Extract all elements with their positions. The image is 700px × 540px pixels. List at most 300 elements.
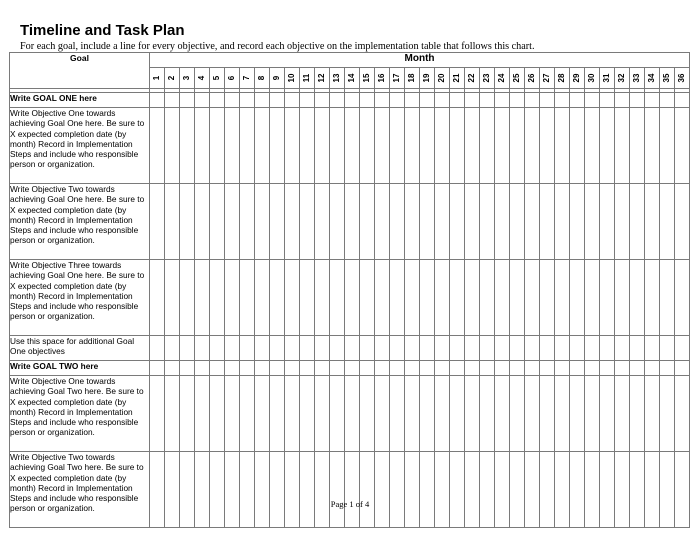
month-cell[interactable] [165, 336, 180, 361]
month-cell[interactable] [435, 93, 450, 108]
month-cell[interactable] [540, 108, 555, 184]
objective-label-cell[interactable]: Write Objective Three towards achieving Goal One here. Be sure to X expected completion date (by month) Record in Implementation Steps and include who responsible person or organization. [10, 260, 150, 336]
month-cell[interactable] [255, 93, 270, 108]
month-cell[interactable] [630, 452, 645, 528]
month-cell[interactable] [375, 452, 390, 528]
month-cell[interactable] [180, 184, 195, 260]
month-cell[interactable] [585, 260, 600, 336]
month-cell[interactable] [165, 361, 180, 376]
month-cell[interactable] [390, 260, 405, 336]
month-cell[interactable] [255, 184, 270, 260]
month-cell[interactable] [300, 184, 315, 260]
month-cell[interactable] [585, 336, 600, 361]
month-cell[interactable] [630, 108, 645, 184]
month-cell[interactable] [600, 184, 615, 260]
month-cell[interactable] [435, 361, 450, 376]
month-cell[interactable] [360, 376, 375, 452]
month-cell[interactable] [165, 452, 180, 528]
month-cell[interactable] [240, 361, 255, 376]
month-cell[interactable] [210, 260, 225, 336]
month-cell[interactable] [510, 452, 525, 528]
month-cell[interactable] [480, 184, 495, 260]
month-cell[interactable] [525, 260, 540, 336]
month-cell[interactable] [405, 260, 420, 336]
month-cell[interactable] [570, 260, 585, 336]
month-cell[interactable] [555, 336, 570, 361]
month-cell[interactable] [510, 260, 525, 336]
month-cell[interactable] [495, 361, 510, 376]
month-cell[interactable] [165, 376, 180, 452]
month-cell[interactable] [600, 260, 615, 336]
month-cell[interactable] [285, 93, 300, 108]
month-cell[interactable] [180, 336, 195, 361]
month-cell[interactable] [525, 108, 540, 184]
month-cell[interactable] [165, 260, 180, 336]
month-cell[interactable] [255, 361, 270, 376]
month-cell[interactable] [540, 376, 555, 452]
month-cell[interactable] [525, 184, 540, 260]
month-cell[interactable] [495, 184, 510, 260]
month-cell[interactable] [165, 93, 180, 108]
month-cell[interactable] [405, 93, 420, 108]
objective-label-cell[interactable]: Write Objective Two towards achieving Goal Two here. Be sure to X expected completion date (by month) Record in Implementation Steps and include who responsible person or organization. [10, 452, 150, 528]
month-cell[interactable] [315, 376, 330, 452]
month-cell[interactable] [495, 260, 510, 336]
month-cell[interactable] [630, 361, 645, 376]
month-cell[interactable] [345, 452, 360, 528]
month-cell[interactable] [315, 452, 330, 528]
month-cell[interactable] [465, 260, 480, 336]
month-cell[interactable] [570, 452, 585, 528]
month-cell[interactable] [660, 184, 675, 260]
month-cell[interactable] [390, 184, 405, 260]
month-cell[interactable] [150, 184, 165, 260]
month-cell[interactable] [195, 108, 210, 184]
month-cell[interactable] [420, 260, 435, 336]
month-cell[interactable] [615, 260, 630, 336]
month-cell[interactable] [510, 336, 525, 361]
month-cell[interactable] [615, 108, 630, 184]
month-cell[interactable] [585, 452, 600, 528]
month-cell[interactable] [420, 361, 435, 376]
month-cell[interactable] [450, 108, 465, 184]
month-cell[interactable] [195, 260, 210, 336]
month-cell[interactable] [150, 108, 165, 184]
month-cell[interactable] [480, 361, 495, 376]
month-cell[interactable] [210, 452, 225, 528]
month-cell[interactable] [465, 361, 480, 376]
month-cell[interactable] [315, 361, 330, 376]
month-cell[interactable] [405, 361, 420, 376]
month-cell[interactable] [195, 184, 210, 260]
month-cell[interactable] [615, 184, 630, 260]
month-cell[interactable] [375, 260, 390, 336]
month-cell[interactable] [375, 361, 390, 376]
month-cell[interactable] [585, 108, 600, 184]
month-cell[interactable] [285, 376, 300, 452]
month-cell[interactable] [480, 93, 495, 108]
month-cell[interactable] [300, 93, 315, 108]
month-cell[interactable] [150, 336, 165, 361]
month-cell[interactable] [510, 184, 525, 260]
month-cell[interactable] [240, 184, 255, 260]
month-cell[interactable] [285, 108, 300, 184]
month-cell[interactable] [270, 93, 285, 108]
month-cell[interactable] [495, 93, 510, 108]
month-cell[interactable] [420, 184, 435, 260]
month-cell[interactable] [435, 260, 450, 336]
month-cell[interactable] [525, 336, 540, 361]
month-cell[interactable] [570, 93, 585, 108]
month-cell[interactable] [570, 108, 585, 184]
month-cell[interactable] [345, 184, 360, 260]
month-cell[interactable] [615, 336, 630, 361]
month-cell[interactable] [645, 361, 660, 376]
month-cell[interactable] [315, 260, 330, 336]
month-cell[interactable] [660, 452, 675, 528]
month-cell[interactable] [195, 376, 210, 452]
goal-label-cell[interactable]: Write GOAL ONE here [10, 93, 150, 108]
month-cell[interactable] [315, 184, 330, 260]
month-cell[interactable] [660, 336, 675, 361]
month-cell[interactable] [420, 108, 435, 184]
month-cell[interactable] [150, 452, 165, 528]
month-cell[interactable] [600, 452, 615, 528]
month-cell[interactable] [585, 361, 600, 376]
month-cell[interactable] [645, 376, 660, 452]
month-cell[interactable] [225, 93, 240, 108]
month-cell[interactable] [255, 376, 270, 452]
month-cell[interactable] [285, 452, 300, 528]
month-cell[interactable] [465, 376, 480, 452]
month-cell[interactable] [345, 336, 360, 361]
month-cell[interactable] [540, 260, 555, 336]
month-cell[interactable] [630, 184, 645, 260]
month-cell[interactable] [240, 452, 255, 528]
month-cell[interactable] [390, 452, 405, 528]
note-label-cell[interactable]: Use this space for additional Goal One objectives [10, 336, 150, 361]
month-cell[interactable] [585, 93, 600, 108]
month-cell[interactable] [210, 93, 225, 108]
month-cell[interactable] [360, 108, 375, 184]
month-cell[interactable] [225, 361, 240, 376]
month-cell[interactable] [540, 184, 555, 260]
month-cell[interactable] [525, 93, 540, 108]
month-cell[interactable] [675, 361, 690, 376]
month-cell[interactable] [465, 108, 480, 184]
month-cell[interactable] [450, 93, 465, 108]
month-cell[interactable] [210, 184, 225, 260]
month-cell[interactable] [375, 108, 390, 184]
month-cell[interactable] [390, 361, 405, 376]
month-cell[interactable] [225, 452, 240, 528]
month-number-header [630, 68, 645, 89]
month-cell[interactable] [540, 361, 555, 376]
month-cell[interactable] [495, 336, 510, 361]
month-cell[interactable] [165, 184, 180, 260]
month-cell[interactable] [525, 361, 540, 376]
month-cell[interactable] [180, 361, 195, 376]
month-cell[interactable] [555, 361, 570, 376]
month-cell[interactable] [330, 452, 345, 528]
month-cell[interactable] [390, 93, 405, 108]
month-cell[interactable] [285, 260, 300, 336]
month-cell[interactable] [240, 376, 255, 452]
month-cell[interactable] [675, 108, 690, 184]
month-cell[interactable] [450, 336, 465, 361]
month-cell[interactable] [555, 93, 570, 108]
month-cell[interactable] [525, 452, 540, 528]
month-cell[interactable] [360, 260, 375, 336]
month-cell[interactable] [345, 93, 360, 108]
month-cell[interactable] [495, 108, 510, 184]
month-cell[interactable] [645, 260, 660, 336]
month-cell[interactable] [555, 260, 570, 336]
month-cell[interactable] [600, 108, 615, 184]
month-cell[interactable] [420, 376, 435, 452]
month-cell[interactable] [600, 93, 615, 108]
month-cell[interactable] [270, 108, 285, 184]
month-cell[interactable] [450, 184, 465, 260]
month-number-header [540, 68, 555, 89]
month-cell[interactable] [405, 108, 420, 184]
month-cell[interactable] [675, 452, 690, 528]
month-cell[interactable] [255, 452, 270, 528]
month-cell[interactable] [465, 184, 480, 260]
month-cell[interactable] [405, 184, 420, 260]
month-cell[interactable] [525, 376, 540, 452]
month-cell[interactable] [285, 361, 300, 376]
month-cell[interactable] [465, 93, 480, 108]
month-cell[interactable] [240, 93, 255, 108]
month-cell[interactable] [270, 336, 285, 361]
month-cell[interactable] [540, 452, 555, 528]
month-cell[interactable] [450, 452, 465, 528]
month-cell[interactable] [180, 93, 195, 108]
month-cell[interactable] [645, 184, 660, 260]
month-cell[interactable] [390, 108, 405, 184]
month-cell[interactable] [285, 336, 300, 361]
month-cell[interactable] [510, 361, 525, 376]
month-cell[interactable] [375, 184, 390, 260]
month-cell[interactable] [645, 336, 660, 361]
month-cell[interactable] [480, 376, 495, 452]
month-cell[interactable] [540, 336, 555, 361]
month-cell[interactable] [420, 336, 435, 361]
month-cell[interactable] [180, 260, 195, 336]
month-cell[interactable] [270, 184, 285, 260]
goal-label-cell[interactable]: Write GOAL TWO here [10, 361, 150, 376]
month-cell[interactable] [585, 376, 600, 452]
month-cell[interactable] [570, 184, 585, 260]
month-cell[interactable] [225, 184, 240, 260]
month-cell[interactable] [630, 260, 645, 336]
month-cell[interactable] [195, 93, 210, 108]
month-cell[interactable] [465, 336, 480, 361]
month-cell[interactable] [495, 452, 510, 528]
month-cell[interactable] [645, 93, 660, 108]
month-cell[interactable] [660, 108, 675, 184]
month-cell[interactable] [225, 336, 240, 361]
month-cell[interactable] [555, 184, 570, 260]
month-cell[interactable] [495, 376, 510, 452]
month-cell[interactable] [405, 336, 420, 361]
month-cell[interactable] [570, 336, 585, 361]
month-cell[interactable] [360, 336, 375, 361]
month-cell[interactable] [300, 361, 315, 376]
month-cell[interactable] [330, 376, 345, 452]
month-cell[interactable] [330, 260, 345, 336]
month-cell[interactable] [210, 376, 225, 452]
month-cell[interactable] [450, 260, 465, 336]
objective-label-cell[interactable]: Write Objective Two towards achieving Goal One here. Be sure to X expected completion date (by month) Record in Implementation Steps and include who responsible person or organization. [10, 184, 150, 260]
month-cell[interactable] [435, 108, 450, 184]
month-cell[interactable] [315, 93, 330, 108]
month-cell[interactable] [420, 93, 435, 108]
month-cell[interactable] [300, 376, 315, 452]
month-cell[interactable] [510, 376, 525, 452]
month-cell[interactable] [660, 376, 675, 452]
month-cell[interactable] [255, 260, 270, 336]
month-cell[interactable] [270, 452, 285, 528]
month-cell[interactable] [615, 93, 630, 108]
month-cell[interactable] [600, 376, 615, 452]
month-cell[interactable] [615, 452, 630, 528]
month-cell[interactable] [345, 260, 360, 336]
month-cell[interactable] [165, 108, 180, 184]
month-cell[interactable] [435, 184, 450, 260]
month-cell[interactable] [345, 108, 360, 184]
month-cell[interactable] [300, 260, 315, 336]
month-cell[interactable] [615, 376, 630, 452]
month-cell[interactable] [150, 361, 165, 376]
month-cell[interactable] [675, 260, 690, 336]
month-cell[interactable] [150, 260, 165, 336]
month-cell[interactable] [675, 336, 690, 361]
month-cell[interactable] [435, 336, 450, 361]
month-cell[interactable] [480, 452, 495, 528]
month-cell[interactable] [210, 361, 225, 376]
month-cell[interactable] [555, 376, 570, 452]
month-cell[interactable] [510, 108, 525, 184]
month-cell[interactable] [225, 108, 240, 184]
month-cell[interactable] [450, 376, 465, 452]
month-cell[interactable] [660, 93, 675, 108]
month-cell[interactable] [225, 260, 240, 336]
month-cell[interactable] [675, 184, 690, 260]
objective-label-cell[interactable]: Write Objective One towards achieving Goal One here. Be sure to X expected completion date (by month) Record in Implementation Steps and include who responsible person or organization. [10, 108, 150, 184]
month-cell[interactable] [195, 361, 210, 376]
month-cell[interactable] [315, 336, 330, 361]
month-cell[interactable] [375, 93, 390, 108]
month-cell[interactable] [540, 93, 555, 108]
month-cell[interactable] [255, 108, 270, 184]
month-cell[interactable] [375, 376, 390, 452]
month-cell[interactable] [180, 376, 195, 452]
month-cell[interactable] [330, 108, 345, 184]
month-cell[interactable] [405, 452, 420, 528]
month-cell[interactable] [315, 108, 330, 184]
month-cell[interactable] [555, 452, 570, 528]
month-cell[interactable] [300, 336, 315, 361]
month-cell[interactable] [330, 184, 345, 260]
month-cell[interactable] [210, 336, 225, 361]
month-cell[interactable] [630, 93, 645, 108]
month-cell[interactable] [360, 184, 375, 260]
month-cell[interactable] [435, 452, 450, 528]
month-cell[interactable] [360, 452, 375, 528]
month-cell[interactable] [585, 184, 600, 260]
month-cell[interactable] [240, 108, 255, 184]
month-cell[interactable] [435, 376, 450, 452]
month-cell[interactable] [480, 260, 495, 336]
month-cell[interactable] [345, 376, 360, 452]
month-cell[interactable] [180, 452, 195, 528]
month-cell[interactable] [510, 93, 525, 108]
month-cell[interactable] [300, 108, 315, 184]
month-cell[interactable] [210, 108, 225, 184]
month-cell[interactable] [330, 336, 345, 361]
month-cell[interactable] [600, 361, 615, 376]
month-cell[interactable] [465, 452, 480, 528]
month-cell[interactable] [645, 452, 660, 528]
month-cell[interactable] [660, 260, 675, 336]
month-cell[interactable] [645, 108, 660, 184]
month-cell[interactable] [330, 93, 345, 108]
month-cell[interactable] [570, 376, 585, 452]
month-cell[interactable] [195, 452, 210, 528]
month-cell[interactable] [300, 452, 315, 528]
month-cell[interactable] [405, 376, 420, 452]
objective-label-cell[interactable]: Write Objective One towards achieving Goal Two here. Be sure to X expected completion date (by month) Record in Implementation Steps and include who responsible person or organization. [10, 376, 150, 452]
month-cell[interactable] [285, 184, 300, 260]
month-cell[interactable] [330, 361, 345, 376]
month-number-label: 23 [482, 73, 491, 83]
month-cell[interactable] [360, 361, 375, 376]
month-cell[interactable] [150, 376, 165, 452]
month-cell[interactable] [570, 361, 585, 376]
month-cell[interactable] [195, 336, 210, 361]
month-cell[interactable] [600, 336, 615, 361]
month-cell[interactable] [420, 452, 435, 528]
month-cell[interactable] [555, 108, 570, 184]
month-cell[interactable] [345, 361, 360, 376]
month-cell[interactable] [240, 260, 255, 336]
month-cell[interactable] [150, 93, 165, 108]
month-cell[interactable] [660, 361, 675, 376]
month-cell[interactable] [390, 336, 405, 361]
month-cell[interactable] [630, 376, 645, 452]
month-cell[interactable] [240, 336, 255, 361]
month-cell[interactable] [675, 93, 690, 108]
month-cell[interactable] [480, 108, 495, 184]
month-cell[interactable] [630, 336, 645, 361]
month-cell[interactable] [225, 376, 240, 452]
month-number-header [525, 68, 540, 89]
month-cell[interactable] [450, 361, 465, 376]
month-cell[interactable] [375, 336, 390, 361]
month-cell[interactable] [270, 260, 285, 336]
month-cell[interactable] [615, 361, 630, 376]
month-cell[interactable] [270, 361, 285, 376]
month-cell[interactable] [180, 108, 195, 184]
month-cell[interactable] [270, 376, 285, 452]
month-cell[interactable] [480, 336, 495, 361]
month-cell[interactable] [675, 376, 690, 452]
month-cell[interactable] [255, 336, 270, 361]
month-cell[interactable] [390, 376, 405, 452]
month-cell[interactable] [360, 93, 375, 108]
